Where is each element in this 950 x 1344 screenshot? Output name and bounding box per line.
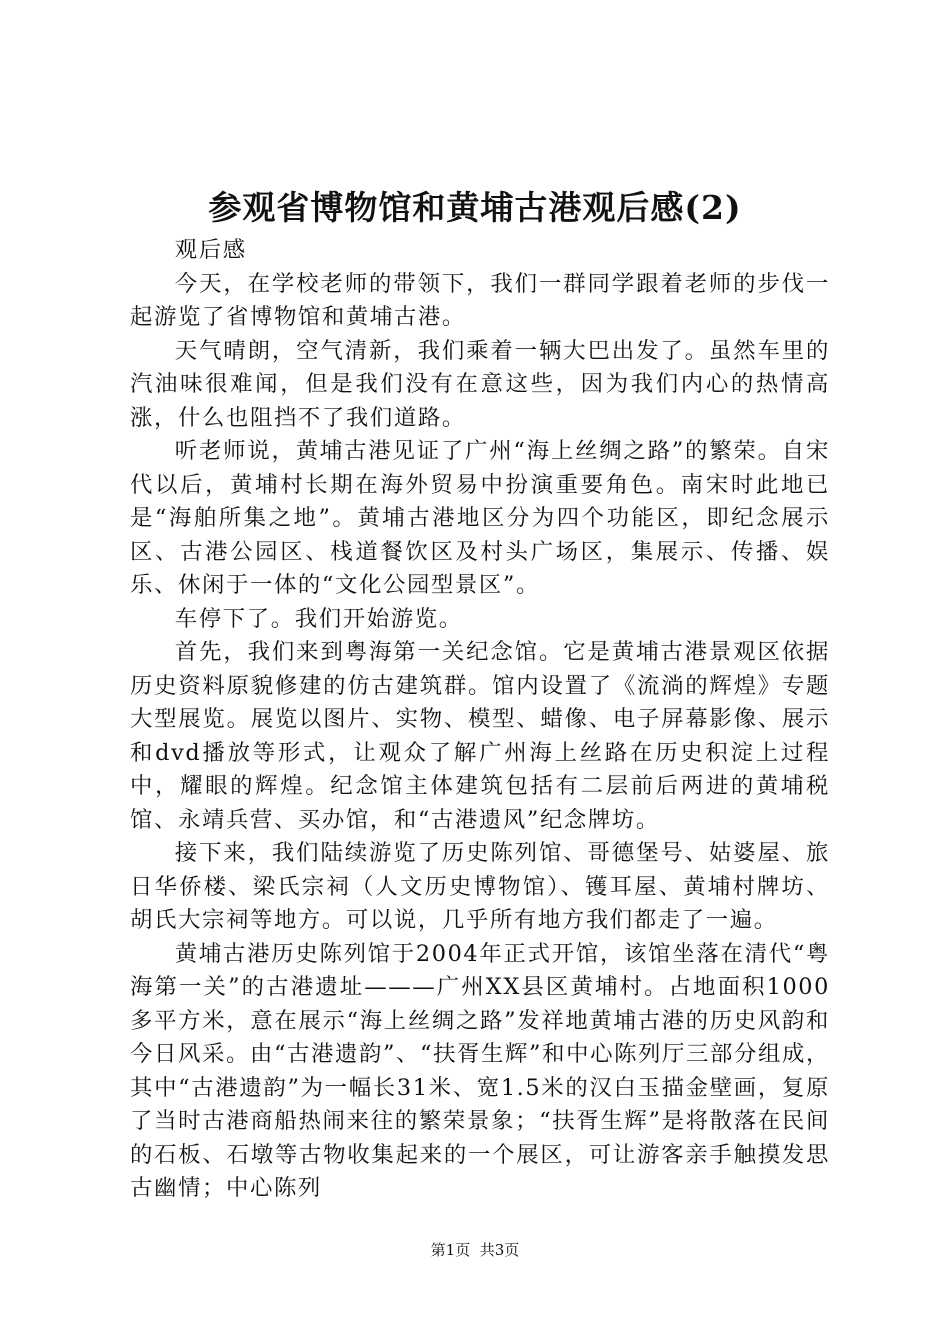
paragraph-heading: 观后感: [174, 237, 247, 263]
paragraph: 黄埔古港历史陈列馆于2004年正式开馆，该馆坐落在清代“粤海第一关”的古港遗址———广州XX县区黄埔村。占地面积1000多平方米，意在展示“海上丝绸之路”发祥地黄埔古港的历史风韵和今日风采。由“古港遗韵”、“扶胥生辉”和中心陈列厅三部分组成，其中“古港遗韵”为一幅长31米、宽1.5米的汉白玉描金壁画，复原了当时古港商船热闹来往的繁荣景象；“扶胥生辉”是将散落在民间的石板、石墩等古物收集起来的一个展区，可让游客亲手触摸发思古幽情；中心陈列: [130, 940, 830, 1201]
page-total: 共3页: [479, 1241, 520, 1259]
paragraph: 听老师说，黄埔古港见证了广州“海上丝绸之路”的繁荣。自宋代以后，黄埔村长期在海外贸易中扮演重要角色。南宋时此地已是“海舶所集之地”。黄埔古港地区分为四个功能区，即纪念展示区、古港公园区、栈道餐饮区及村头广场区，集展示、传播、娱乐、休闲于一体的“文化公园型景区”。: [130, 438, 830, 598]
document-body: [130, 234, 830, 1206]
paragraph: 车停下了。我们开始游览。: [174, 605, 463, 632]
paragraph: 今天，在学校老师的带领下，我们一群同学跟着老师的步伐一起游览了省博物馆和黄埔古港。: [130, 270, 830, 330]
paragraph: 首先，我们来到粤海第一关纪念馆。它是黄埔古港景观区依据历史资料原貌修建的仿古建筑群。馆内设置了《流淌的辉煌》专题大型展览。展览以图片、实物、模型、蜡像、电子屏幕影像、展示和dvd播放等形式，让观众了解广州海上丝路在历史积淀上过程中，耀眼的辉煌。纪念馆主体建筑包括有二层前后两进的黄埔税馆、永靖兵营、买办馆，和“古港遗风”纪念牌坊。: [130, 639, 830, 833]
paragraph: 接下来，我们陆续游览了历史陈列馆、哥德堡号、姑婆屋、旅日华侨楼、梁氏宗祠（人文历史博物馆）、镬耳屋、黄埔村牌坊、胡氏大宗祠等地方。可以说，几乎所有地方我们都走了一遍。: [130, 840, 830, 933]
paragraph: 天气晴朗，空气清新，我们乘着一辆大巴出发了。虽然车里的汽油味很难闻，但是我们没有在意这些，因为我们内心的热情高涨，什么也阻挡不了我们道路。: [130, 337, 830, 431]
page-number: 第1页: [430, 1241, 471, 1259]
document-title: 参观省博物馆和黄埔古港观后感(2): [208, 188, 742, 227]
page-footer: [0, 1240, 950, 1260]
